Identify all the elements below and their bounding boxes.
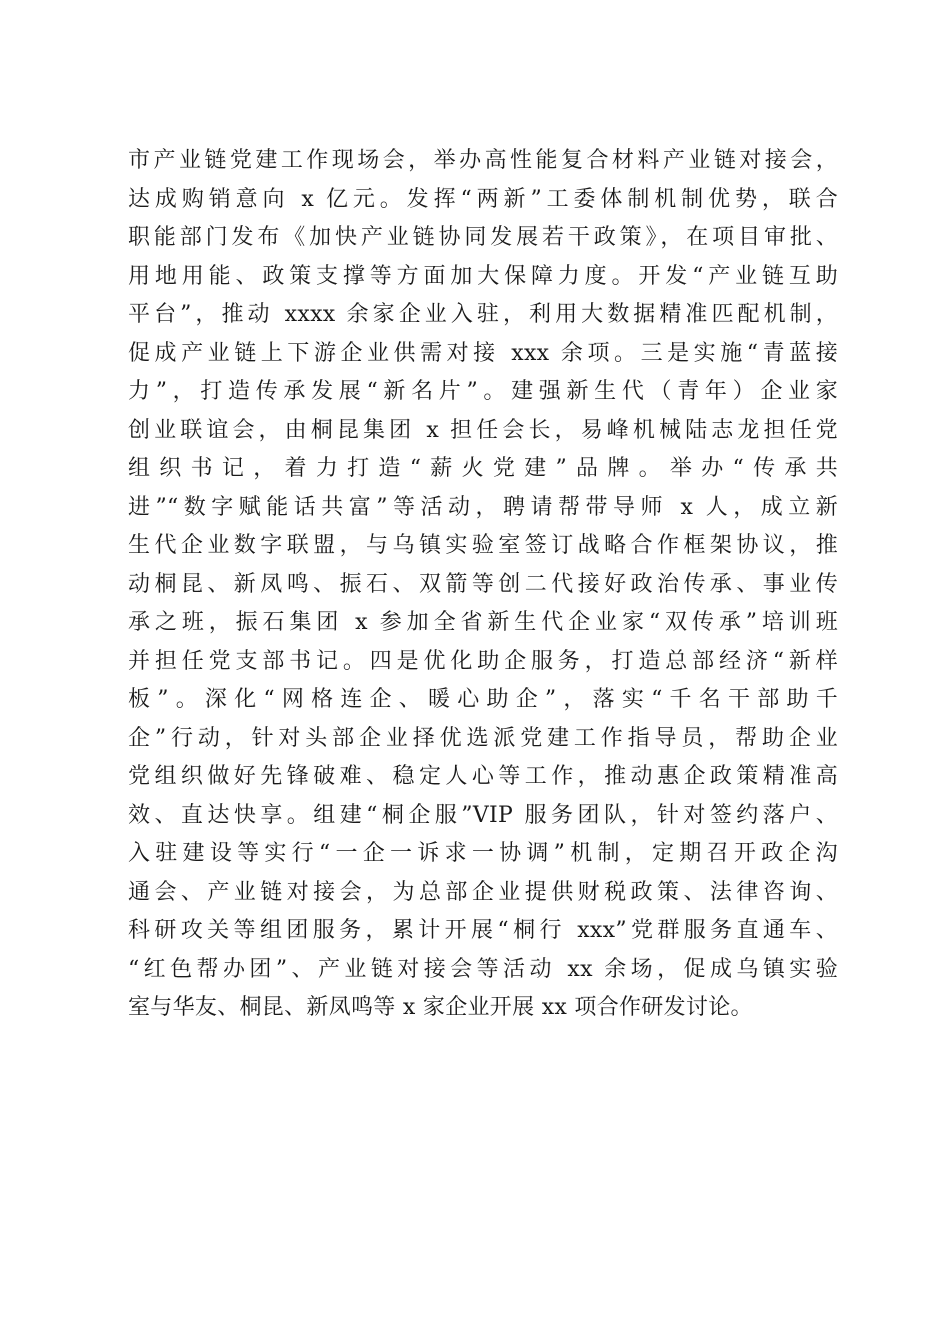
text-line-21: 科研攻关等组团服务，累计开展“桐行 xxx”党群服务直通车、 — [128, 918, 838, 943]
text-line-9: 组织书记，着力打造“薪火党建”品牌。举办“传承共 — [128, 456, 838, 481]
text-line-3: 职能部门发布《加快产业链协同发展若干政策》，在项目审批、 — [128, 225, 838, 250]
text-line-22: “红色帮办团”、产业链对接会等活动 xx 余场，促成乌镇实验 — [128, 956, 838, 982]
text-line-7: 力”，打造传承发展“新名片”。建强新生代（青年）企业家 — [128, 379, 838, 404]
text-line-2: 达成购销意向 x 亿元。发挥“两新”工委体制机制优势，联合 — [128, 186, 838, 212]
text-line-19: 入驻建设等实行“一企一诉求一协调”机制，定期召开政企沟 — [128, 841, 838, 866]
text-line-17: 党组织做好先锋破难、稳定人心等工作，推动惠企政策精准高 — [128, 764, 838, 789]
body-paragraph — [128, 142, 838, 1028]
text-line-4: 用地用能、政策支撑等方面加大保障力度。开发“产业链互助 — [128, 263, 838, 289]
text-line-16: 企”行动，针对头部企业择优选派党建工作指导员，帮助企业 — [128, 725, 838, 751]
text-line-11: 生代企业数字联盟，与乌镇实验室签订战略合作框架协议，推 — [128, 533, 838, 558]
text-line-8: 创业联谊会，由桐昆集团 x 担任会长，易峰机械陆志龙担任党 — [128, 417, 838, 443]
text-line-6: 促成产业链上下游企业供需对接 xxx 余项。三是实施“青蓝接 — [128, 340, 838, 366]
text-line-20: 通会、产业链对接会，为总部企业提供财税政策、法律咨询、 — [128, 879, 838, 905]
text-line-1: 市产业链党建工作现场会，举办高性能复合材料产业链对接会， — [128, 148, 838, 173]
text-line-13: 承之班，振石集团 x 参加全省新生代企业家“双传承”培训班 — [128, 610, 838, 635]
text-line-5: 平台”，推动 xxxx 余家企业入驻，利用大数据精准匹配机制， — [128, 302, 838, 327]
text-line-14: 并担任党支部书记。四是优化助企服务，打造总部经济“新样 — [128, 648, 838, 674]
text-line-10: 进”“数字赋能话共富”等活动，聘请帮带导师 x 人，成立新 — [128, 494, 838, 520]
text-line-12: 动桐昆、新凤鸣、振石、双箭等创二代接好政治传承、事业传 — [128, 571, 838, 597]
text-line-23: 室与华友、桐昆、新凤鸣等 x 家企业开展 xx 项合作研发讨论。 — [128, 995, 753, 1020]
text-line-15: 板”。深化“网格连企、暖心助企”，落实“千名干部助千 — [128, 687, 838, 712]
text-line-18: 效、直达快享。组建“桐企服”VIP 服务团队，针对签约落户、 — [128, 802, 838, 828]
